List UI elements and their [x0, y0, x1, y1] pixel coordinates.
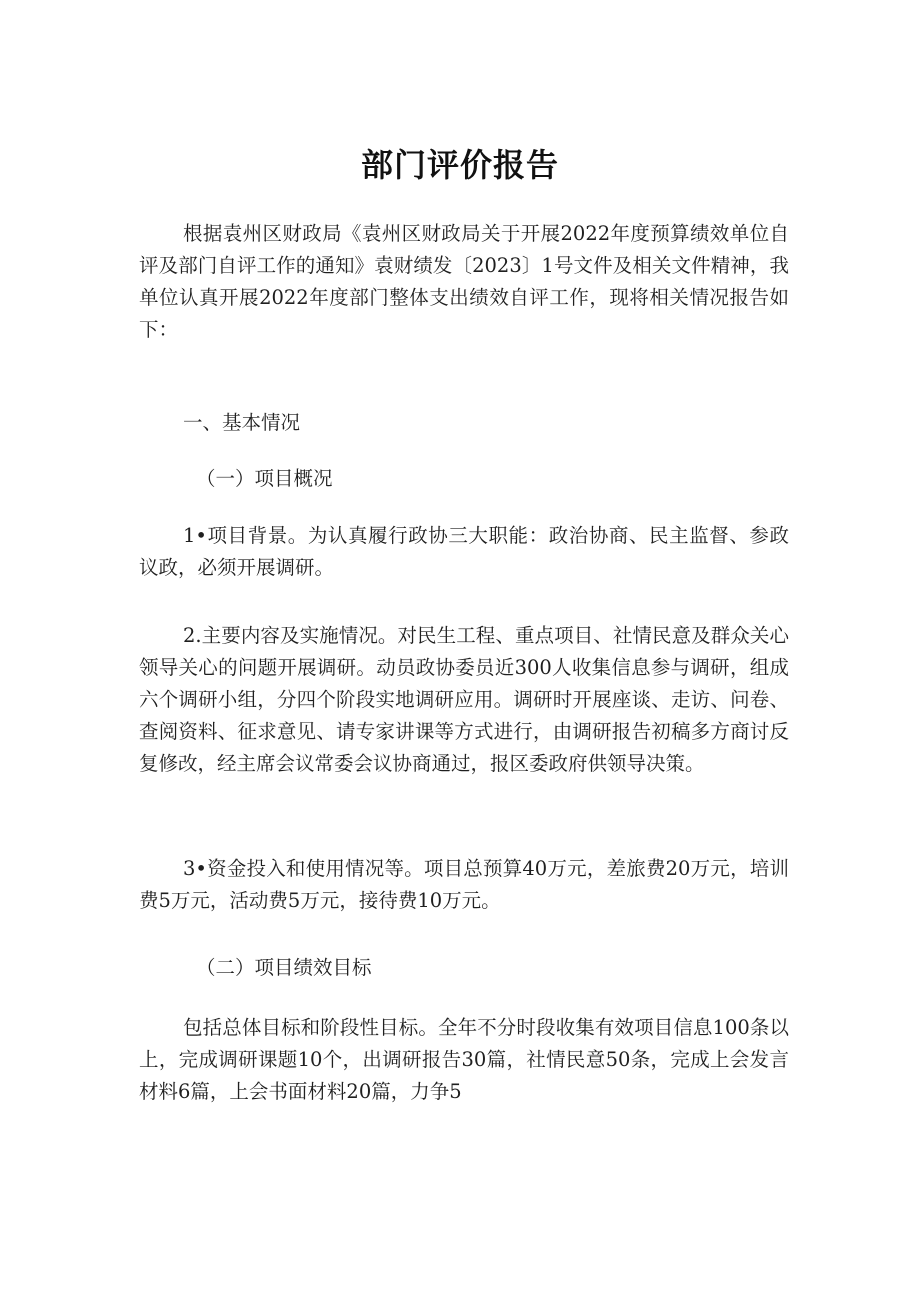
subsection-heading-project-overview: （一）项目概况: [196, 467, 333, 490]
section-heading-basic-info: 一、基本情况: [183, 411, 301, 434]
document-title: 部门评价报告: [360, 146, 559, 184]
item-project-background: 1•项目背景。为认真履行政协三大职能：政治协商、民主监督、参政议政，必须开展调研。: [139, 524, 789, 579]
subsection-heading-performance-goals: （二）项目绩效目标: [196, 956, 372, 979]
item-main-content: 2.主要内容及实施情况。对民生工程、重点项目、社情民意及群众关心领导关心的问题开展调研。动员政协委员近300人收集信息参与调研，组成六个调研小组，分四个阶段实地调研应用。调研时开展座谈、走访、问卷、查阅资料、征求意见、请专家讲课等方式进行，由调研报告初稿多方商讨反复修改，经主席会议常委会议协商通过，报区委政府供领导决策。: [139, 624, 789, 775]
item-funding: 3•资金投入和使用情况等。项目总预算40万元，差旅费20万元，培训费5万元，活动费5万元，接待费10万元。: [139, 857, 789, 912]
goals-paragraph: 包括总体目标和阶段性目标。全年不分时段收集有效项目信息100条以上，完成调研课题10个，出调研报告30篇，社情民意50条，完成上会发言材料6篇，上会书面材料20篇，力争5: [139, 1016, 789, 1103]
intro-paragraph: 根据袁州区财政局《袁州区财政局关于开展2022年度预算绩效单位自评及部门自评工作的通知》袁财绩发〔2023〕1号文件及相关文件精神，我单位认真开展2022年度部门整体支出绩效自评工作，现将相关情况报告如下：: [139, 222, 789, 341]
